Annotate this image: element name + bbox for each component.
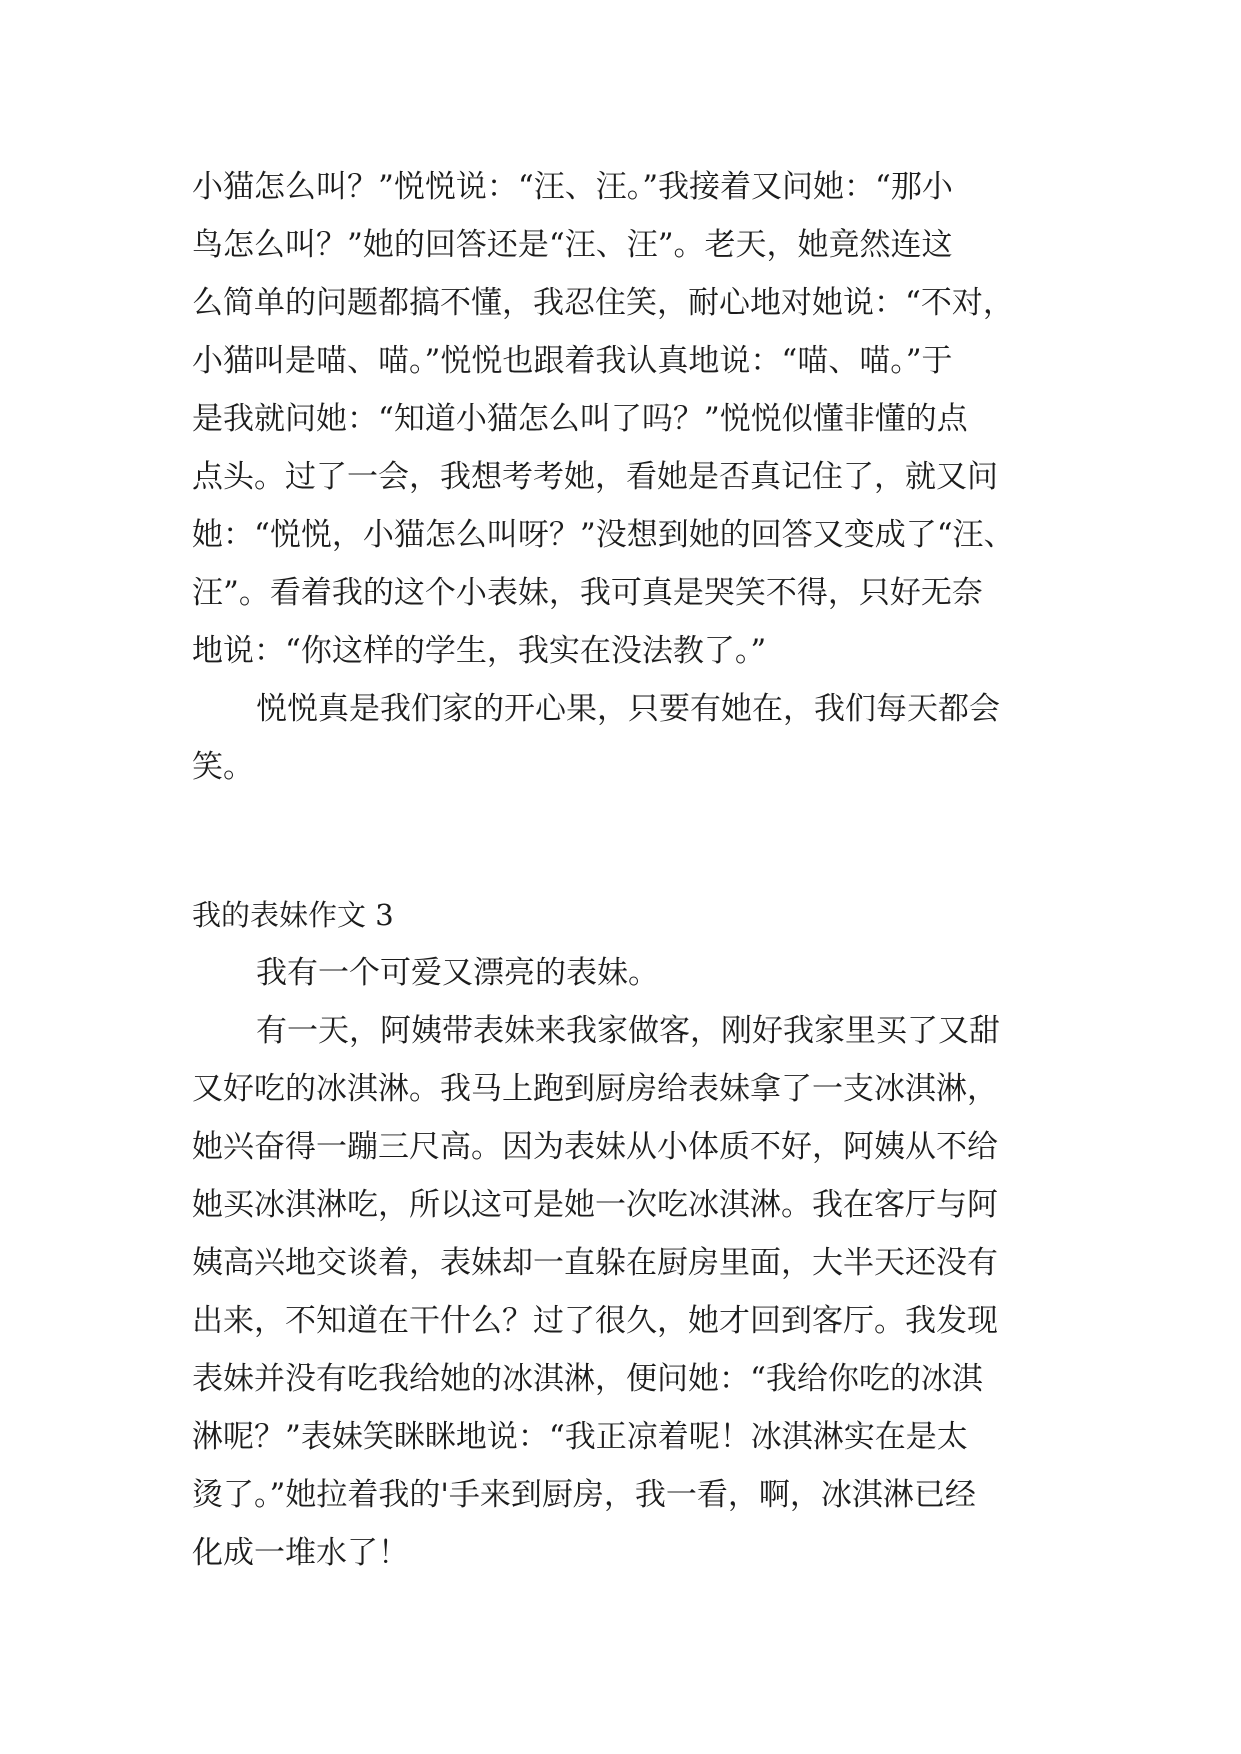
- paragraph-line: 淋呢？”表妹笑眯眯地说：“我正凉着呢！冰淇淋实在是太: [192, 1419, 968, 1455]
- essay-2-continuation: [192, 158, 1067, 796]
- intro-paragraph: 我有一个可爱又漂亮的表妹。: [256, 955, 659, 991]
- closing-paragraph-line: 笑。: [192, 749, 254, 785]
- paragraph-line: 小猫叫是喵、喵。”悦悦也跟着我认真地说：“喵、喵。”于: [192, 343, 953, 379]
- paragraph-line: 烫了。”她拉着我的'手来到厨房，我一看，啊，冰淇淋已经: [192, 1477, 976, 1513]
- paragraph-line: 表妹并没有吃我给她的冰淇淋，便问她：“我给你吃的冰淇: [192, 1361, 983, 1397]
- paragraph-line: 姨高兴地交谈着，表妹却一直躲在厨房里面，大半天还没有: [192, 1245, 998, 1281]
- paragraph-line: 出来，不知道在干什么？过了很久，她才回到客厅。我发现: [192, 1303, 998, 1339]
- paragraph-line: 她：“悦悦，小猫怎么叫呀？”没想到她的回答又变成了“汪、: [192, 517, 1015, 553]
- paragraph-line: 她兴奋得一蹦三尺高。因为表妹从小体质不好，阿姨从不给: [192, 1129, 998, 1165]
- paragraph-line: 是我就问她：“知道小猫怎么叫了吗？”悦悦似懂非懂的点: [192, 401, 968, 437]
- paragraph-line: 么简单的问题都搞不懂，我忍住笑，耐心地对她说：“不对，: [192, 285, 1014, 321]
- paragraph-line: 汪”。看着我的这个小表妹，我可真是哭笑不得，只好无奈: [192, 575, 983, 611]
- paragraph-line: 鸟怎么叫？”她的回答还是“汪、汪”。老天，她竟然连这: [192, 227, 953, 263]
- paragraph-line: 化成一堆水了！: [192, 1535, 409, 1571]
- essay-title: 我的表妹作文 3: [192, 898, 394, 932]
- paragraph-line: 点头。过了一会，我想考考她，看她是否真记住了，就又问: [192, 459, 998, 495]
- paragraph-line: 有一天，阿姨带表妹来我家做客，刚好我家里买了又甜: [256, 1013, 1000, 1049]
- essay-3: [192, 886, 1067, 1582]
- paragraph-line: 小猫怎么叫？”悦悦说：“汪、汪。”我接着又问她：“那小: [192, 169, 953, 205]
- paragraph-line: 她买冰淇淋吃，所以这可是她一次吃冰淇淋。我在客厅与阿: [192, 1187, 998, 1223]
- closing-paragraph-line: 悦悦真是我们家的开心果，只要有她在，我们每天都会: [256, 691, 1000, 727]
- paragraph-line: 地说：“你这样的学生，我实在没法教了。”: [192, 633, 767, 669]
- paragraph-line: 又好吃的冰淇淋。我马上跑到厨房给表妹拿了一支冰淇淋，: [192, 1071, 998, 1107]
